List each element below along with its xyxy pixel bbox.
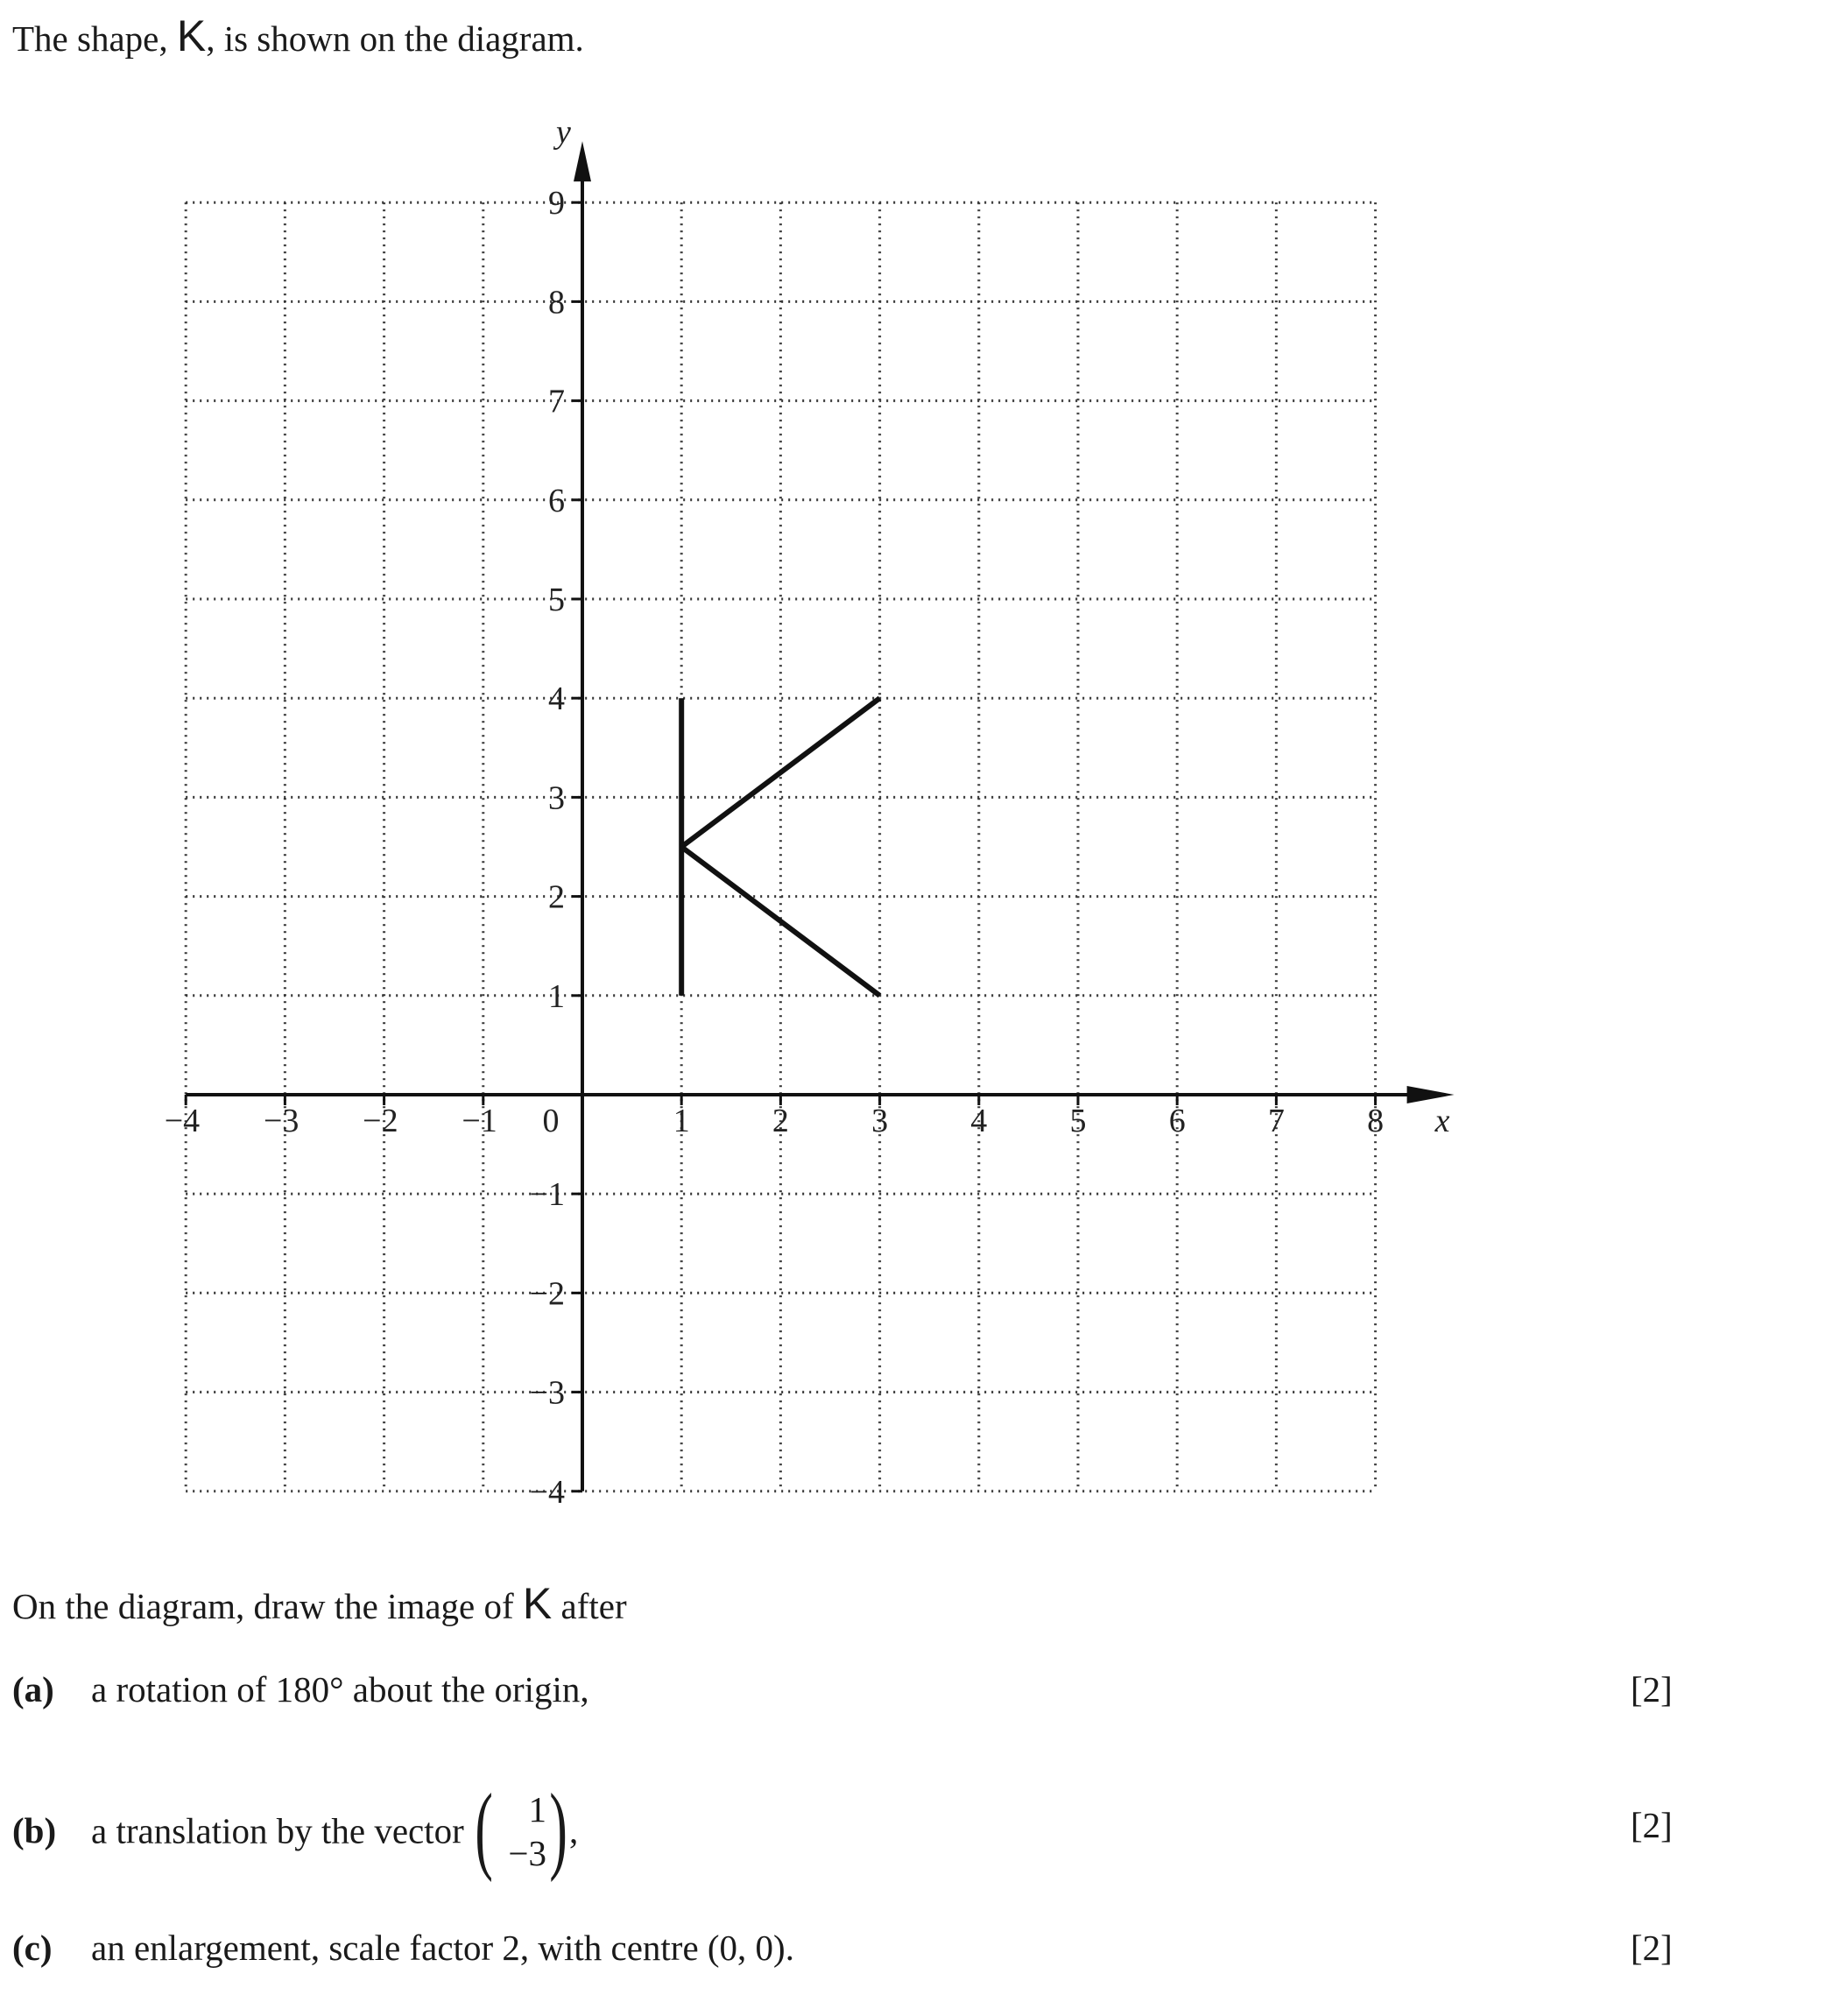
shape-k-glyph: K — [176, 11, 207, 60]
tick-labels — [165, 114, 1450, 1511]
y-tick-label: 7 — [548, 383, 565, 420]
y-tick-label: −4 — [529, 1473, 565, 1511]
y-tick-label: 2 — [548, 878, 565, 916]
x-tick-label: 6 — [1168, 1103, 1186, 1139]
x-tick-label: 1 — [673, 1103, 690, 1139]
y-tick-label: −3 — [529, 1374, 565, 1412]
part-b — [12, 1774, 579, 1883]
y-tick-label: 8 — [548, 284, 565, 321]
intro-before: The shape, — [12, 18, 177, 59]
part-c-label: (c) — [12, 1928, 53, 1968]
x-tick-label: 8 — [1367, 1103, 1385, 1139]
x-tick-label: 2 — [772, 1103, 789, 1139]
x-axis-label: x — [1434, 1103, 1450, 1139]
x-tick-label: −4 — [164, 1103, 201, 1139]
shape-k-segment-1 — [681, 698, 879, 847]
y-tick-label: 4 — [548, 680, 565, 718]
intro-after: , is shown on the diagram. — [206, 18, 584, 59]
part-b-label: (b) — [12, 1810, 57, 1851]
y-tick-label: 9 — [548, 185, 565, 222]
x-tick-label: 5 — [1069, 1103, 1087, 1139]
x-tick-label: 7 — [1267, 1103, 1285, 1139]
y-tick-label: 3 — [548, 779, 565, 817]
part-b-marks: [2] — [1631, 1805, 1673, 1845]
y-tick-label: 5 — [548, 582, 565, 618]
y-axis-arrowhead — [574, 141, 591, 181]
axes — [186, 141, 1454, 1491]
part-c-text: an enlargement, scale factor 2, with centre (0, 0). — [91, 1928, 794, 1968]
part-a — [12, 1668, 589, 1710]
y-tick-label: 1 — [548, 977, 565, 1015]
part-b-text: a translation by the vector — [91, 1810, 464, 1851]
y-tick-label: 6 — [548, 482, 565, 519]
y-tick-label: −1 — [529, 1176, 565, 1214]
part-c — [12, 1927, 794, 1969]
part-b-after: , — [569, 1810, 579, 1851]
x-tick-label: −1 — [462, 1103, 497, 1139]
y-tick-label: −2 — [529, 1275, 565, 1313]
y-axis-label: y — [556, 114, 571, 152]
x-tick-label: −2 — [363, 1103, 398, 1139]
translation-vector: ( 1 −3 ) — [475, 1774, 567, 1883]
dotted-gridlines — [186, 202, 1375, 1491]
x-tick-label: 0 — [542, 1103, 560, 1139]
part-a-marks: [2] — [1631, 1669, 1673, 1709]
x-axis-arrowhead — [1407, 1086, 1455, 1103]
instruction-after: after — [552, 1586, 627, 1626]
part-c-marks: [2] — [1631, 1928, 1673, 1968]
vector-top: 1 — [528, 1789, 547, 1829]
part-a-text: a rotation of 180° about the origin, — [91, 1669, 589, 1709]
instruction-shape-k-glyph: K — [522, 1579, 553, 1628]
part-a-label: (a) — [12, 1669, 54, 1709]
vector-bottom: −3 — [508, 1833, 547, 1873]
x-tick-label: 3 — [871, 1103, 889, 1139]
instruction-before: On the diagram, draw the image of — [12, 1586, 523, 1626]
x-tick-label: −3 — [263, 1103, 299, 1139]
x-tick-label: 4 — [970, 1103, 988, 1139]
instruction-text — [12, 1578, 627, 1629]
